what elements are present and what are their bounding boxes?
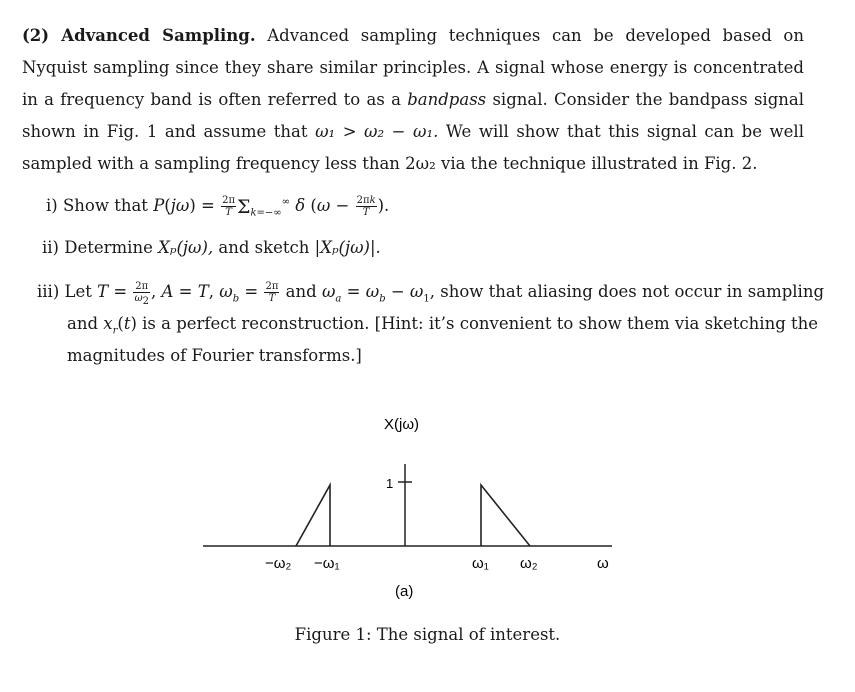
- item-i-text: Show that: [62, 196, 148, 215]
- item-ii-text-b: and sketch: [218, 238, 310, 257]
- item-ii-formula-a: Xₚ(jω),: [158, 238, 214, 257]
- x-label-neg-w1: −ω₁: [314, 555, 340, 572]
- problem-intro: Advanced sampling techniques can be developed based on Nyquist sampling since they share similar principles. A signal whose energy is concentrated in a frequency band is often referred to as a: [22, 26, 804, 109]
- item-i-label: i): [46, 196, 58, 215]
- figure-title: X(jω): [384, 416, 420, 433]
- bandpass-condition: ω₁ > ω₂ − ω₁.: [315, 122, 439, 141]
- item-ii-text-a: Determine: [64, 238, 153, 257]
- item-i-formula: P(jω) = $\frac{2\pi}{T}$ $\Sigma_{k=-\infty}^\infty$ δ (ω − $\frac{2\pi k}{T}$ ).: [153, 195, 390, 219]
- bandpass-term: bandpass: [407, 90, 487, 109]
- item-iii-line1-tail: show that aliasing does not occur in sampling: [440, 282, 825, 301]
- item-ii-formula-b: |Xₚ(jω)|.: [314, 238, 381, 257]
- problem-heading: (2) Advanced Sampling.: [22, 26, 256, 45]
- problem-intro-tail: signal. Consider the bandpass signal shown in Fig. 1 and assume that: [22, 90, 805, 141]
- item-iii-line2: and $x_r(t)$ is a perfect reconstruction. [Hint: it’s convenient to show them via sketching the: [67, 314, 819, 337]
- item-ii-label: ii): [42, 238, 59, 257]
- item-iii-label: iii): [37, 282, 60, 301]
- item-iii-line2-text: is a perfect reconstruction. [Hint: it’s convenient to show them via sketching the: [142, 314, 819, 333]
- problem-conclusion: We will show that this signal can be well sampled with a sampling frequency less than 2ω₂ via the technique illustrated in Fig. 2.: [22, 122, 804, 173]
- figure-sublabel: (a): [395, 583, 414, 600]
- x-label-neg-w2: −ω₂: [265, 555, 292, 572]
- x-label-w2: ω₂: [520, 555, 538, 572]
- item-iii-line3-text: magnitudes of Fourier transforms.]: [67, 346, 362, 365]
- item-iii-text: Let: [64, 282, 92, 301]
- x-label-w1: ω₁: [472, 555, 489, 572]
- figure-caption: Figure 1: The signal of interest.: [294, 625, 561, 644]
- item-iii-formula: T = $\frac{2\pi}{\omega_2}$ , A = T, $\omega_b$ = $\frac{2\pi}{T}$ and $\omega_a = \omega_b - \omega_1$,: [97, 281, 436, 307]
- negative-band-triangle: [296, 485, 330, 546]
- positive-band-triangle: [481, 485, 530, 546]
- y-tick-one-label: 1: [386, 476, 394, 491]
- x-label-w: ω: [597, 555, 609, 572]
